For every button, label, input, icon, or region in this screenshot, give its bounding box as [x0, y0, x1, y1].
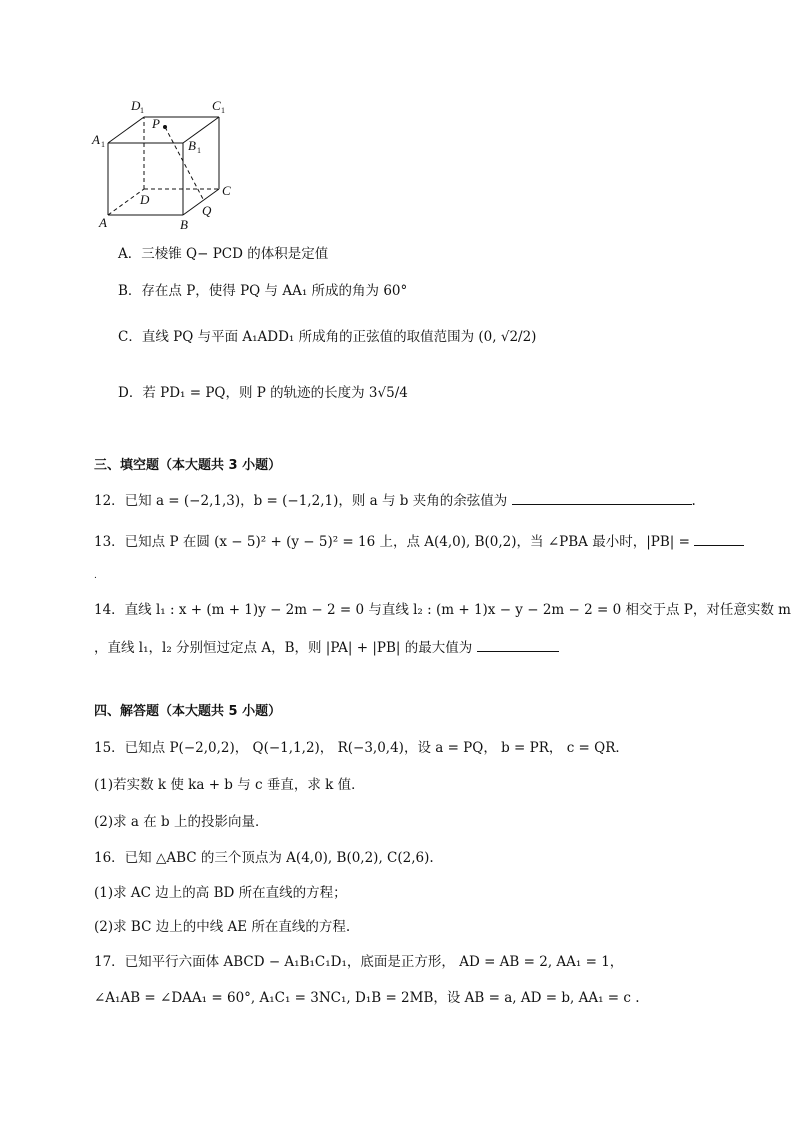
question-15: 15．已知点 P(−2,0,2)， Q(−1,1,2)， R(−3,0,4)，设 a = PQ， b = PR， c = QR． — [94, 740, 629, 756]
answer-blank-12[interactable] — [512, 490, 692, 505]
label-d: D — [140, 192, 150, 207]
question-13 — [94, 531, 744, 552]
question-12-end: . — [691, 493, 696, 509]
section3-title: 三、填空题（本大题共 3 小题） — [94, 458, 282, 473]
label-b1-sub: 1 — [197, 146, 201, 155]
question-14-text: ，直线 l₁，l₂ 分别恒过定点 A，B，则 |PA| + |PB| 的最大值为 — [94, 640, 473, 656]
label-p: P — [152, 116, 160, 131]
edge-b-c — [183, 189, 219, 215]
label-a1-sub: 1 — [101, 140, 105, 149]
label-q: Q — [202, 203, 212, 218]
edge-a-d-hidden — [108, 189, 144, 215]
option-a: A．三棱锥 Q− PCD 的体积是定值 — [118, 246, 329, 262]
label-d1: D — [131, 98, 141, 113]
point-p — [163, 125, 167, 129]
question-16: 16．已知 △ABC 的三个顶点为 A(4,0), B(0,2), C(2,6). — [94, 850, 434, 866]
question-15-part1: (1)若实数 k 使 ka + b 与 c 垂直，求 k 值． — [94, 777, 365, 793]
label-c1: C — [212, 98, 221, 113]
question-12 — [94, 490, 696, 511]
answer-blank-13[interactable] — [694, 531, 744, 546]
cube-figure — [0, 0, 793, 240]
question-14-line1: 14．直线 l₁ : x + (m + 1)y − 2m − 2 = 0 与直线 l₂ : (m + 1)x − y − 2m − 2 = 0 相交于点 P，对任意实数 m — [94, 602, 791, 618]
label-d1-sub: 1 — [140, 106, 144, 115]
question-13-end: . — [94, 571, 97, 581]
segment-pq — [165, 127, 203, 199]
question-17-line1: 17．已知平行六面体 ABCD − A₁B₁C₁D₁，底面是正方形， AD = AB = 2, AA₁ = 1， — [94, 954, 624, 970]
question-13-text: 13．已知点 P 在圆 (x − 5)² + (y − 5)² = 16 上，点 A(4,0), B(0,2)，当 ∠PBA 最小时，|PB| = — [94, 534, 690, 550]
question-16-part1: (1)求 AC 边上的高 BD 所在直线的方程； — [94, 885, 347, 901]
option-b: B．存在点 P，使得 PQ 与 AA₁ 所成的角为 60° — [118, 283, 408, 299]
label-a1: A — [92, 132, 100, 147]
question-12-text: 12．已知 a = (−2,1,3)，b = (−1,2,1)，则 a 与 b 夹角的余弦值为 — [94, 493, 508, 509]
section4-title: 四、解答题（本大题共 5 小题） — [94, 704, 282, 719]
label-c: C — [222, 183, 231, 198]
label-b: B — [180, 217, 188, 232]
question-15-part2: (2)求 a 在 b 上的投影向量． — [94, 814, 269, 830]
question-14-line2 — [94, 637, 559, 658]
label-a: A — [99, 215, 107, 230]
option-c: C．直线 PQ 与平面 A₁ADD₁ 所成角的正弦值的取值范围为 (0, √2/2) — [118, 329, 537, 345]
edge-a1-d1 — [108, 117, 144, 143]
option-d: D．若 PD₁ = PQ，则 P 的轨迹的长度为 3√5/4 — [118, 385, 408, 401]
question-17-line2: ∠A₁AB = ∠DAA₁ = 60°, A₁C₁ = 3NC₁, D₁B = 2MB，设 AB = a, AD = b, AA₁ = c . — [94, 990, 640, 1006]
question-16-part2: (2)求 BC 边上的中线 AE 所在直线的方程. — [94, 919, 351, 935]
label-c1-sub: 1 — [221, 106, 225, 115]
answer-blank-14[interactable] — [477, 637, 559, 652]
label-b1: B — [188, 138, 196, 153]
